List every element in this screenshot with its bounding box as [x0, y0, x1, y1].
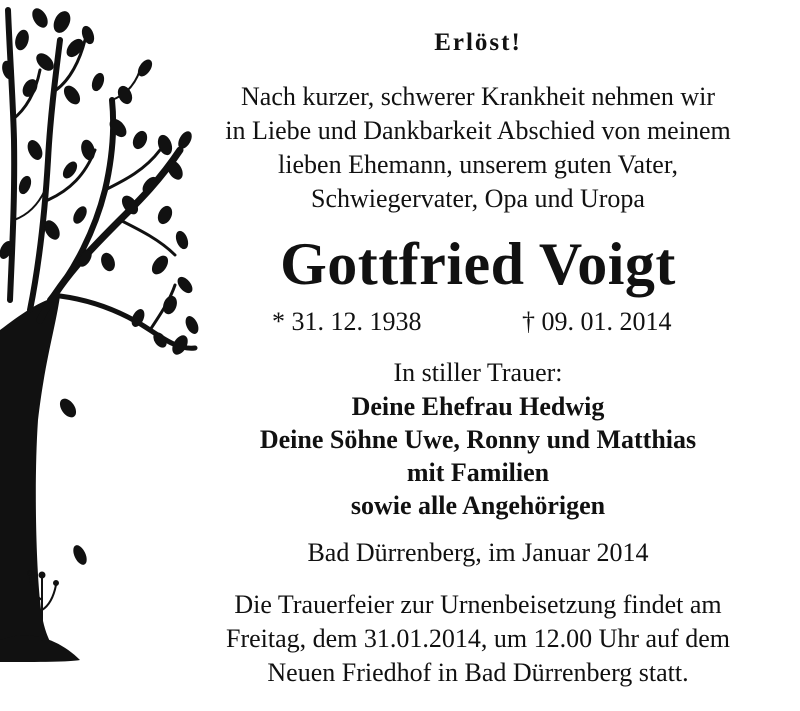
mourner-line: sowie alle Angehörigen	[350, 491, 606, 520]
birth-date: * 31. 12. 1938	[272, 307, 422, 336]
death-date: † 09. 01. 2014	[522, 307, 672, 336]
mourning-label: In stiller Trauer:	[393, 358, 563, 387]
intro-line: lieben Ehemann, unserem guten Vater,	[278, 150, 678, 179]
intro-text	[200, 80, 756, 216]
intro-line: Nach kurzer, schwerer Krankheit nehmen wir	[241, 82, 715, 111]
mourner-line: Deine Söhne Uwe, Ronny und Matthias	[259, 425, 697, 454]
deceased-name: Gottfried Voigt	[280, 231, 676, 297]
funeral-info	[200, 588, 756, 690]
funeral-line: Freitag, dem 31.01.2014, um 12.00 Uhr auf dem	[225, 624, 731, 653]
life-dates	[200, 305, 756, 339]
intro-line: in Liebe und Dankbarkeit Abschied von meinem	[225, 116, 731, 145]
notice-text	[200, 0, 756, 711]
intro-line: Schwiegervater, Opa und Uropa	[311, 184, 645, 213]
notice-header: Erlöst!	[434, 29, 522, 56]
mourner-line: mit Familien	[406, 458, 550, 487]
tree-silhouette-icon	[0, 0, 210, 711]
funeral-line: Die Trauerfeier zur Urnenbeisetzung findet am	[234, 590, 722, 619]
place-date: Bad Dürrenberg, im Januar 2014	[307, 538, 649, 567]
mourners-list	[200, 390, 756, 522]
funeral-line: Neuen Friedhof in Bad Dürrenberg statt.	[267, 658, 689, 687]
mourner-line: Deine Ehefrau Hedwig	[351, 392, 605, 421]
